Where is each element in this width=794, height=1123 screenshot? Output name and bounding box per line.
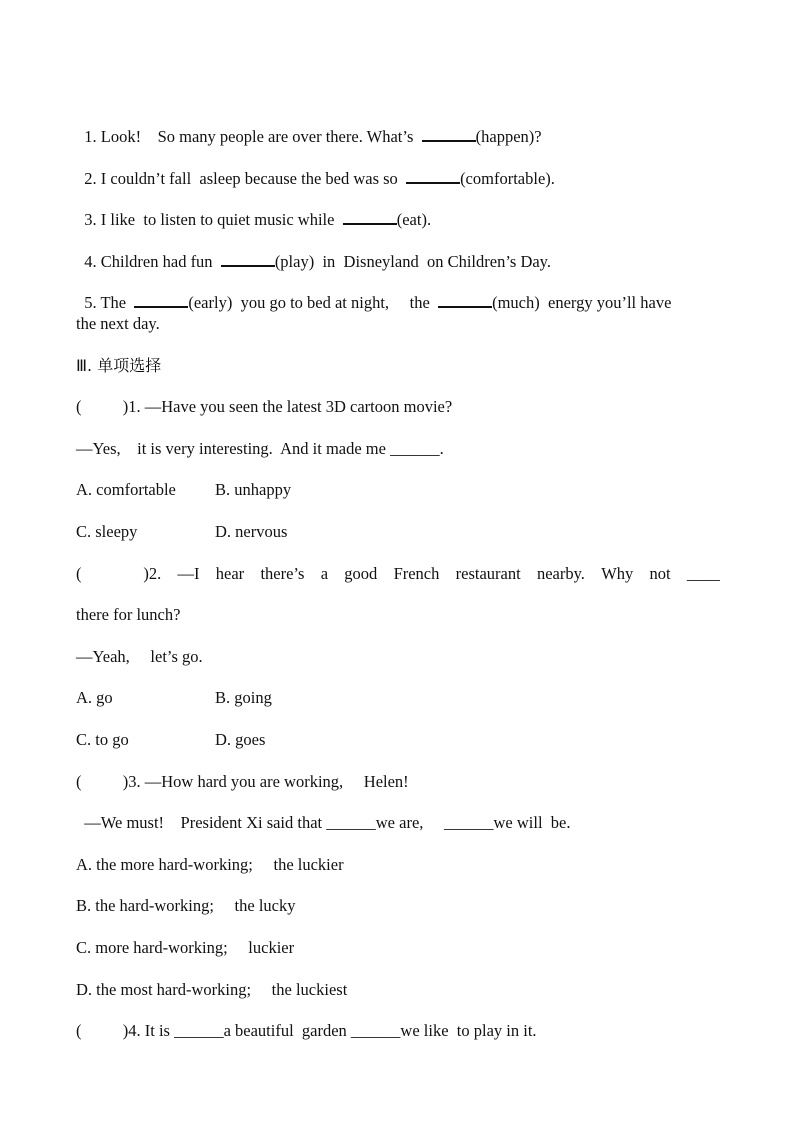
item-text: 2. I couldn’t fall asleep because the bed was so — [84, 169, 407, 188]
question-1-option-a[interactable]: A. comfortable — [76, 480, 176, 499]
answer-blank[interactable] — [343, 209, 397, 225]
answer-blank[interactable] — [406, 168, 460, 184]
question-3-option-d[interactable]: D. the most hard-working; the luckiest — [76, 980, 348, 999]
question-3-stem: ( )3. —How hard you are working, Helen! — [76, 772, 409, 791]
question-1-option-b[interactable]: B. unhappy — [215, 480, 292, 499]
question-3-option-a[interactable]: A. the more hard-working; the luckier — [76, 855, 344, 874]
stem-word: good — [344, 564, 378, 583]
question-2-option-d[interactable]: D. goes — [215, 730, 266, 749]
fill-in-item-4 — [76, 231, 551, 272]
section-heading: Ⅲ. 单项选择 — [76, 356, 162, 375]
answer-blank[interactable] — [438, 292, 492, 308]
question-1-reply: —Yes, it is very interesting. And it made me ______. — [76, 439, 444, 458]
item-hint: (comfortable). — [460, 169, 555, 188]
item-hint: (early) you go to bed at night, the — [188, 293, 439, 312]
item-text: 1. Look! So many people are over there. What’s — [84, 127, 422, 146]
stem-word: nearby. — [536, 564, 585, 583]
stem-word: a — [320, 564, 329, 583]
stem-word: restaurant — [455, 564, 521, 583]
item-hint: (happen)? — [475, 127, 542, 146]
question-3-option-c[interactable]: C. more hard-working; luckier — [76, 938, 295, 957]
fill-in-item-2 — [76, 148, 555, 189]
stem-word: hear — [215, 564, 245, 583]
question-3-reply: —We must! President Xi said that ______we are, ______we will be. — [76, 813, 571, 832]
answer-blank[interactable] — [422, 126, 476, 142]
question-2-continued: there for lunch? — [76, 605, 181, 624]
question-1-option-d[interactable]: D. nervous — [215, 522, 288, 541]
item-text: 5. The — [84, 293, 135, 312]
question-1-stem: ( )1. —Have you seen the latest 3D cartoon movie? — [76, 397, 453, 416]
question-4-stem: ( )4. It is ______a beautiful garden ______we like to play in it. — [76, 1021, 537, 1040]
answer-blank[interactable]: ____ — [686, 564, 720, 583]
question-2-reply: —Yeah, let’s go. — [76, 647, 203, 666]
item-text: 3. I like to listen to quiet music while — [84, 210, 343, 229]
question-2-stem — [76, 564, 720, 584]
stem-word: —I — [177, 564, 200, 583]
answer-blank[interactable] — [134, 292, 188, 308]
stem-word: not — [649, 564, 671, 583]
question-1-option-c[interactable]: C. sleepy — [76, 522, 138, 541]
stem-word: there’s — [260, 564, 305, 583]
item-hint: (much) energy you’ll have — [492, 293, 672, 312]
question-3-option-b[interactable]: B. the hard-working; the lucky — [76, 896, 296, 915]
item-hint: (eat). — [396, 210, 432, 229]
fill-in-item-3 — [76, 189, 431, 230]
question-2-option-c[interactable]: C. to go — [76, 730, 129, 749]
stem-word: French — [393, 564, 440, 583]
item-text: 4. Children had fun — [84, 252, 221, 271]
question-2-option-b[interactable]: B. going — [215, 688, 272, 707]
fill-in-item-1 — [76, 106, 542, 147]
stem-word: Why — [601, 564, 634, 583]
item-hint: (play) in Disneyland on Children’s Day. — [274, 252, 551, 271]
fill-in-item-5-continued: the next day. — [76, 314, 160, 333]
question-number: ( )2. — [76, 564, 162, 583]
fill-in-item-5 — [76, 272, 671, 313]
question-2-option-a[interactable]: A. go — [76, 688, 113, 707]
answer-blank[interactable] — [221, 251, 275, 267]
